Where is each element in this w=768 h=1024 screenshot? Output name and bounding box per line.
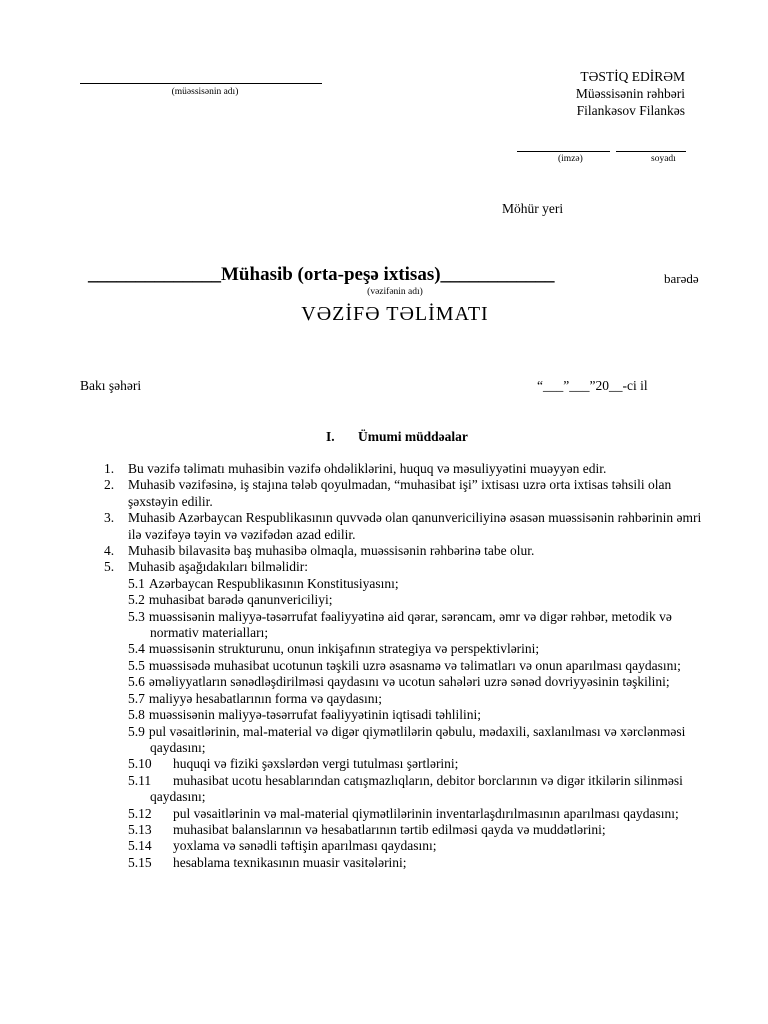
- approve-title: TƏSTİQ EDİRƏM: [580, 69, 685, 84]
- sub-list-item-text: hesablama texnikasının muasir vasitələrini;: [173, 854, 407, 870]
- sub-list-item-text: muəssisənin maliyyə-təsərrufat fəaliyyətinə aid qərar, sərəncam, əmr və digər rəhbər, metodik və normativ materialları;: [148, 608, 672, 641]
- signature-line: [517, 137, 610, 152]
- list-item: [104, 543, 704, 559]
- list-item: [104, 559, 704, 575]
- sub-list-item-number: 5.2: [128, 592, 145, 608]
- sub-list-item-text: əməliyyatların sənədləşdirilməsi qaydasını və ucotun sahələri uzrə sənəd dovriyyəsinin təşkilini;: [148, 674, 670, 690]
- sub-list-item-text: muhasibat barədə qanunvericiliyi;: [148, 592, 333, 608]
- surname-caption: soyadı: [651, 154, 676, 164]
- section-title: Ümumi müddəalar: [358, 429, 468, 444]
- sub-list-item: [128, 806, 704, 822]
- list-item-text: Muhasib bilavasitə baş muhasibə olmaqla, muəssisənin rəhbərinə tabe olur.: [128, 543, 535, 559]
- sub-list-item-text: pul vəsaitlərinin və mal-material qiymətlilərinin inventarlaşdırılmasının aparılması qaydasını;: [173, 805, 679, 821]
- list-item-number: 2.: [104, 477, 115, 493]
- list-item-text: Muhasib Azərbaycan Respublikasının quvvədə olan qanunvericiliyinə əsasən muəssisənin rəhbərinin əmri ilə vəzifəyə təyin və vəzifədən azad edilir.: [128, 510, 702, 542]
- sub-list-item-text: muəssisənin maliyyə-təsərrufat fəaliyyətinin iqtisadi təhlilini;: [148, 707, 482, 723]
- sub-list-item-number: 5.1: [128, 575, 145, 591]
- sub-list-item-number: 5.5: [128, 657, 145, 673]
- sub-list-item-number: 5.12: [128, 805, 152, 821]
- list-item-text: Muhasib vəzifəsinə, iş stajına tələb qoyulmadan, “muhasibat işi” ixtisası uzrə orta ixtisas təhsili olan şəxstəyin edilir.: [128, 477, 672, 509]
- sub-list-item-number: 5.10: [128, 756, 152, 772]
- list-item: [104, 510, 704, 543]
- list-item-number: 1.: [104, 461, 115, 476]
- list-item-number: 3.: [104, 510, 115, 526]
- sub-list-item-number: 5.3: [128, 608, 145, 624]
- sub-list-item-text: maliyyə hesabatlarının forma və qaydasını;: [148, 690, 383, 706]
- sub-list-item-text: muhasibat ucotu hesablarından catışmazlıqların, debitor borclarının və digər itkilərin silinməsi qaydasını;: [150, 772, 683, 805]
- list-item: [104, 461, 704, 477]
- sub-list-item-number: 5.13: [128, 821, 152, 837]
- seal-place: Möhür yeri: [502, 201, 564, 216]
- sub-list-item-number: 5.9: [128, 723, 145, 739]
- sub-list-item: [128, 756, 704, 772]
- sub-list-item: [128, 855, 704, 871]
- city: Bakı şəhəri: [80, 378, 142, 393]
- sub-list-item: [128, 822, 704, 838]
- approve-role: Müəssisənin rəhbəri: [575, 86, 685, 101]
- approve-name: Filankəsov Filankəs: [576, 103, 685, 118]
- sub-list-item-text: muəssisənin strukturunu, onun inkişafının strategiya və perspektivlərini;: [148, 641, 540, 657]
- sub-list-item: [128, 576, 704, 592]
- list-item-number: 5.: [104, 559, 115, 575]
- sub-list-item-text: muəssisədə muhasibat ucotunun təşkili uzrə əsasnamə və təlimatları və onun aparılması qaydasını;: [148, 657, 681, 673]
- sub-list-item: [128, 838, 704, 854]
- sub-list-item-number: 5.15: [128, 854, 152, 870]
- list-item-text: Bu vəzifə təlimatı muhasibin vəzifə ohdəliklərini, huquq və məsuliyyətini muəyyən edir.: [128, 461, 607, 476]
- sub-list-item: [128, 773, 704, 806]
- list-item-text: Muhasib aşağıdakıları bilməlidir:: [128, 559, 308, 575]
- sub-list-item-text: pul vəsaitlərinin, mal-material və digər qiymətlilərin qəbulu, mədaxili, saxlanılması və xərclənməsi qaydasını;: [148, 723, 686, 755]
- position-title: ______________Mühasib (orta-peşə ixtisas)____________: [88, 264, 555, 285]
- sub-list-item: [128, 641, 704, 657]
- sub-list-item-text: huquqi və fiziki şəxslərdən vergi tutulması şərtlərini;: [173, 756, 459, 772]
- document-title: VƏZİFƏ TƏLİMATI: [301, 303, 489, 325]
- sub-list-item-text: muhasibat balanslarının və hesabatlarının tərtib edilməsi qayda və muddətlərini;: [173, 821, 606, 837]
- sub-list-item-number: 5.4: [128, 641, 145, 657]
- list-item-number: 4.: [104, 543, 115, 559]
- surname-line: [616, 137, 686, 152]
- sub-list-item-number: 5.8: [128, 707, 145, 723]
- list-item: [104, 477, 704, 510]
- sub-list-item-text: yoxlama və sənədli təftişin aparılması qaydasını;: [173, 838, 437, 854]
- items-list: [104, 461, 704, 871]
- sub-list-item: [128, 724, 704, 757]
- position-caption: (vəzifənin adı): [367, 287, 423, 297]
- barede-label: barədə: [664, 271, 699, 286]
- date-placeholder: “___”___”20__-ci il: [537, 378, 648, 393]
- signature-caption: (imzə): [558, 154, 583, 164]
- sub-list-item-number: 5.6: [128, 674, 145, 690]
- sub-list-item-number: 5.7: [128, 690, 145, 706]
- org-name-line: [80, 66, 322, 84]
- section-number: I.: [326, 429, 335, 444]
- sub-list-item-number: 5.14: [128, 838, 152, 854]
- sub-list-item: [128, 658, 704, 674]
- sub-list-item: [128, 674, 704, 690]
- sub-list-item-number: 5.11: [128, 772, 152, 788]
- sub-list-item: [128, 592, 704, 608]
- sub-list-item: [128, 609, 704, 642]
- sub-list-item: [128, 691, 704, 707]
- org-name-caption: (müəssisənin adı): [171, 87, 239, 97]
- sub-list-item-text: Azərbaycan Respublikasının Konstitusiyasını;: [148, 575, 399, 591]
- sub-list-item: [128, 707, 704, 723]
